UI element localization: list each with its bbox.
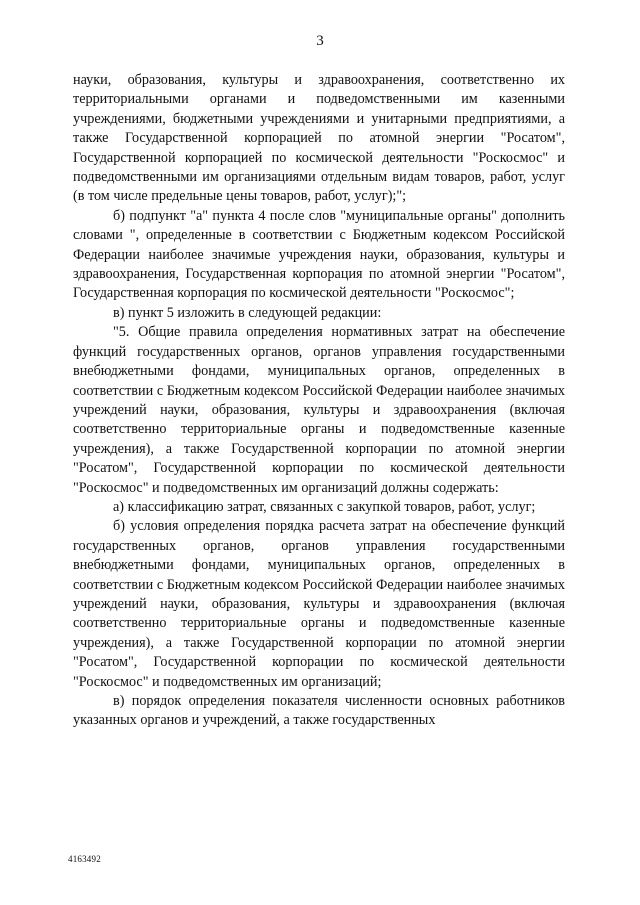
- paragraph-item-v: в) пункт 5 изложить в следующей редакции:: [113, 304, 382, 321]
- paragraph-subitem-b: б) условия определения порядка расчета затрат на обеспечение функций государственных органов, органов управления государственными внебюджетными фондами, муниципальных органов, определенных в соответствии с Бюджетным кодексом Российской Федерации наиболее значимых учреждений науки, образования, культуры и здравоохранения (включая соответственно территориальные органы и подведомственные казенные учреждения), а также Государственной корпорации по атомной энергии "Росатом", Государственной корпорации по космической деятельности "Роскосмос" и подведомственных им организаций;: [73, 518, 565, 690]
- paragraph-subitem-a: а) классификацию затрат, связанных с закупкой товаров, работ, услуг;: [113, 498, 536, 515]
- page-number: 3: [316, 33, 324, 49]
- document-code: 4163492: [68, 854, 101, 864]
- paragraph-subitem-v: в) порядок определения показателя численности основных работников указанных органов и учреждений, а также государственных: [73, 693, 565, 729]
- paragraph-item-b: б) подпункт "а" пункта 4 после слов "муниципальные органы" дополнить словами ", определенные в соответствии с Бюджетным кодексом Российской Федерации наиболее значимые учреждения науки, образования, культуры и здравоохранения, Государственная корпорация по атомной энергии "Росатом", Государственная корпорация по космической деятельности "Роскосмос";: [73, 207, 565, 302]
- paragraph-point-5: "5. Общие правила определения нормативных затрат на обеспечение функций государственных органов, органов управления государственными внебюджетными фондами, муниципальных органов, определенных в соответствии с Бюджетным кодексом Российской Федерации наиболее значимых учреждений науки, образования, культуры и здравоохранения (включая соответственно территориальные органы и подведомственные казенные учреждения), а также Государственной корпорации по атомной энергии "Росатом", Государственной корпорации по космической деятельности "Роскосмос" и подведомственных им организаций должны содержать:: [73, 324, 565, 496]
- paragraph-continuation: науки, образования, культуры и здравоохранения, соответственно их территориальными органами и подведомственными им казенными учреждениями, бюджетными учреждениями и унитарными предприятиями, а также Государственной корпорацией по атомной энергии "Росатом", Государственной корпорацией по космической деятельности "Роскосмос" и подведомственными им организациями отдельным видам товаров, работ, услуг (в том числе предельные цены товаров, работ, услуг);";: [73, 72, 565, 205]
- document-body: [73, 71, 565, 731]
